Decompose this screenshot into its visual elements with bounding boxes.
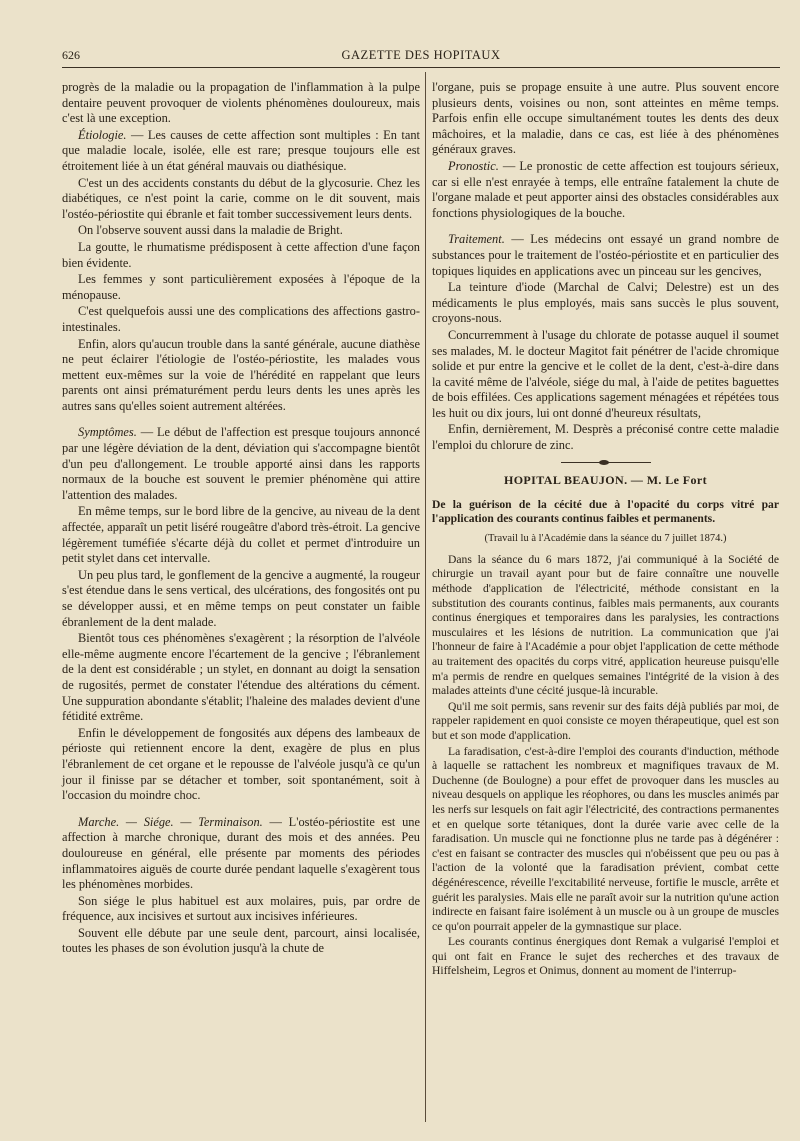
- paragraph-text: — Le début de l'affection est presque toujours annoncé par une légère déviation de la dent, déviation qui s'accompagne bientôt d'un peu d'allongement. Le trouble apporté ainsi dans les rapports normaux de la bouche est souvent le premier phénomène qui attire l'attention des malades.: [62, 425, 420, 502]
- paragraph-text: — Les causes de cette affection sont multiples : En tant que maladie locale, isolée, elle est rare; presque toujours elle est étroitement liée à un état général mauvais ou diathésique.: [62, 127, 420, 173]
- page-number: 626: [62, 48, 80, 62]
- paragraph: Bientôt tous ces phénomènes s'exagèrent ; la résorption de l'alvéole elle-même augmente encore l'écartement de la gencive ; l'ébranlement de la dent est considérable ; un stylet, en donnant au doigt la sensation de rugosités, permet de constater l'étendue des altérations du cément. Une suppuration abondante s'établit; l'haleine des malades devient d'une fétidité extrême.: [62, 631, 420, 724]
- paragraph-symptomes: [62, 425, 420, 503]
- section-heading: Marche. — Siége. — Terminaison.: [78, 814, 263, 829]
- paragraph: l'organe, puis se propage ensuite à une autre. Plus souvent encore plusieurs dents, voisines ou non, sont atteintes en même temps. Parfois enfin elle occupe simultanément toutes les dents des deux mâchoires, et la maladie, dans ce cas, est liée à des phénomènes généraux graves.: [432, 80, 779, 157]
- paragraph: Souvent elle débute par une seule dent, parcourt, ainsi localisée, toutes les phases de son évolution jusqu'à la chute de: [62, 925, 420, 956]
- section-heading: Pronostic.: [448, 158, 499, 173]
- paragraph-marche: [62, 815, 420, 893]
- paragraph: Enfin le développement de fongosités aux dépens des lambeaux de périoste qui retiennent encore la dent, exagère de plus en plus l'ébranlement de cet organe et le repousse de l'alvéole jusqu'à ce qu'un jour il finisse par se détacher et tomber, soit spontanément, soit à l'occasion du moindre choc.: [62, 725, 420, 803]
- section-divider: [561, 462, 651, 463]
- paragraph: Son siége le plus habituel est aux molaires, puis, par ordre de fréquence, aux incisives et surtout aux incisives inférieures.: [62, 893, 420, 924]
- section-heading: Symptômes.: [78, 425, 137, 440]
- paragraph: progrès de la maladie ou la propagation de l'inflammation à la pulpe dentaire peuvent provoquer de violents phénomènes douloureux, mais c'est là une exception.: [62, 80, 420, 126]
- paragraph: Un peu plus tard, le gonflement de la gencive a augmenté, la rougeur s'est étendue dans le sens vertical, des ulcérations, des fongosités ont pu se développer aussi, et en même temps on peut constater un faible ébranlement de la dent malade.: [62, 567, 420, 629]
- right-column: [432, 80, 779, 980]
- column-divider: [425, 72, 426, 1122]
- hospital-title: HOPITAL BEAUJON. — M. Le Fort: [503, 472, 708, 487]
- journal-title: GAZETTE DES HOPITAUX: [341, 48, 501, 62]
- paragraph: C'est un des accidents constants du début de la glycosurie. Chez les diabétiques, ce n'est point la carie, comme on le dit souvent, mais l'ostéo-périostite qui ébranle et fait tomber successivement leurs dents.: [62, 175, 420, 221]
- paragraph: Les femmes y sont particulièrement exposées à l'époque de la ménopause.: [62, 272, 420, 302]
- paragraph: La goutte, le rhumatisme prédisposent à cette affection d'une façon bien évidente.: [62, 239, 420, 270]
- paragraph: En même temps, sur le bord libre de la gencive, au niveau de la dent affectée, apparaît un petit liséré rougeâtre d'abord très-étroit. La gencive légèrement tuméfiée s'écarte déjà du collet et permet d'introduire un petit stylet dans cet intervalle.: [62, 504, 420, 566]
- paragraph: La faradisation, c'est-à-dire l'emploi des courants d'induction, méthode à laquelle se rattachent les nombreux et magnifiques travaux de M. Duchenne (de Boulogne) a pour effet de provoquer dans les muscles au niveau desquels on applique les réophores, ou dans les muscles animés par les nerfs sur lesquels on fait agir l'électricité, des contractions permanentes et en quelque sorte tétaniques, dont la durée varie avec celle de la faradisation. Un muscle qui ne fonctionne plus ne tarde pas à dégénérer : c'est en faisant se contracter des muscles qui n'obéissent que peu ou pas à l'action de la volonté que la faradisation prévient, combat cette dégénérescence, réveille l'excitabilité nerveuse, fortifie le muscle, arrête et guérit les paralysies. Mais elle ne paraît avoir sur la nutrition qu'une action indirecte en faisant faire isolément à un muscle ou à un groupe de muscles ce qu'on pourrait appeler de la gymnastique sur place.: [432, 744, 779, 933]
- paragraph-text: — L'ostéo-périostite est une affection à marche chronique, durant des mois et des années. Peu douloureuse en général, elle présente par moments des périodes inflammatoires aiguës de courte durée pendant laquelle s'exagèrent tous les phénomènes morbides.: [62, 814, 420, 892]
- article-title: De la guérison de la cécité due à l'opacité du corps vitré par l'application des courants continus faibles et permanents.: [432, 498, 779, 526]
- paragraph-etiologie: [62, 128, 420, 175]
- paragraph: Concurremment à l'usage du chlorate de potasse auquel il soumet ses malades, M. le docteur Magitot fait pénétrer de l'acide chromique solide et pur entre la gencive et le collet de la dent, c'est-à-dire dans la cavité même de l'alvéole, siége du mal, à l'aide de petites baguettes de bois effilées. Ces applications sagement ménagées et répétées tous les huit ou dix jours, lui ont donné d'heureux résultats,: [432, 327, 779, 420]
- header-rule: [62, 67, 780, 68]
- section-heading: Étiologie.: [78, 127, 127, 142]
- paragraph-text: — Les médecins ont essayé un grand nombre de substances pour le traitement de l'ostéo-périostite et en particulier des topiques liquides en applications avec un pinceau sur les gencives,: [432, 232, 779, 278]
- paragraph: Enfin, dernièrement, M. Desprès a préconisé contre cette maladie l'emploi du chlorure de zinc.: [432, 422, 779, 453]
- paragraph: Les courants continus énergiques dont Remak a vulgarisé l'emploi et qui ont fait en France le sujet des recherches et des travaux de Hiffelsheim, Legros et Onimus, donnent au moment de l'interrup-: [432, 935, 779, 978]
- paragraph: La teinture d'iode (Marchal de Calvi; Delestre) est un des médicaments le plus employés, mais sans succès le plus souvent, croyons-nous.: [432, 280, 779, 326]
- page-header: [62, 40, 780, 68]
- paragraph: C'est quelquefois aussi une des complications des affections gastro-intestinales.: [62, 304, 420, 334]
- section-heading: Traitement.: [448, 232, 505, 247]
- left-column: [62, 80, 420, 958]
- paragraph: On l'observe souvent aussi dans la maladie de Bright.: [78, 223, 343, 238]
- paragraph: Dans la séance du 6 mars 1872, j'ai communiqué à la Société de chirurgie un travail ayant pour but de faire connaître une nouvelle méthode d'application de l'électricité, méthode consistant en la substitution des courants continus, faibles mais permanents, aux courants continus énergiques et temporaires dans les paralysies, les contractions musculaires et les lésions de nutrition. La communication que j'ai l'honneur de faire à l'Académie a pour objet l'application de cette méthode au traitement des opacités du corps vitré, application heureuse puisqu'elle m'a permis de rendre en quelques semaines l'intégrité de la vision à des malades atteints d'une cécité jusque-là incurable.: [432, 552, 779, 698]
- paragraph-pronostic: [432, 159, 779, 221]
- article-note: (Travail lu à l'Académie dans la séance du 7 juillet 1874.): [484, 533, 727, 545]
- paragraph-text: — Le pronostic de cette affection est toujours sérieux, car si elle n'est enrayée à temps, elle entraîne fatalement la chute de l'organe malade et peut apporter ainsi des obstacles considérables aux fonctions physiologiques de la bouche.: [432, 158, 779, 220]
- paragraph: Qu'il me soit permis, sans revenir sur des faits déjà publiés par moi, de rappeler rapidement en quoi consiste ce moyen thérapeutique, quel est son but et son mode d'application.: [432, 699, 779, 742]
- divider-ornament: [599, 460, 609, 465]
- paragraph: Enfin, alors qu'aucun trouble dans la santé générale, aucune diathèse ne peut éclairer l'étiologie de l'ostéo-périostite, les malades vous mettent eux-mêmes sur la voie de l'hérédité en rappelant que leurs parents ont ainsi prématurément perdu leurs dents les unes après les autres sans qu'elles soient autrement altérées.: [62, 336, 420, 413]
- paragraph-traitement: [432, 232, 779, 279]
